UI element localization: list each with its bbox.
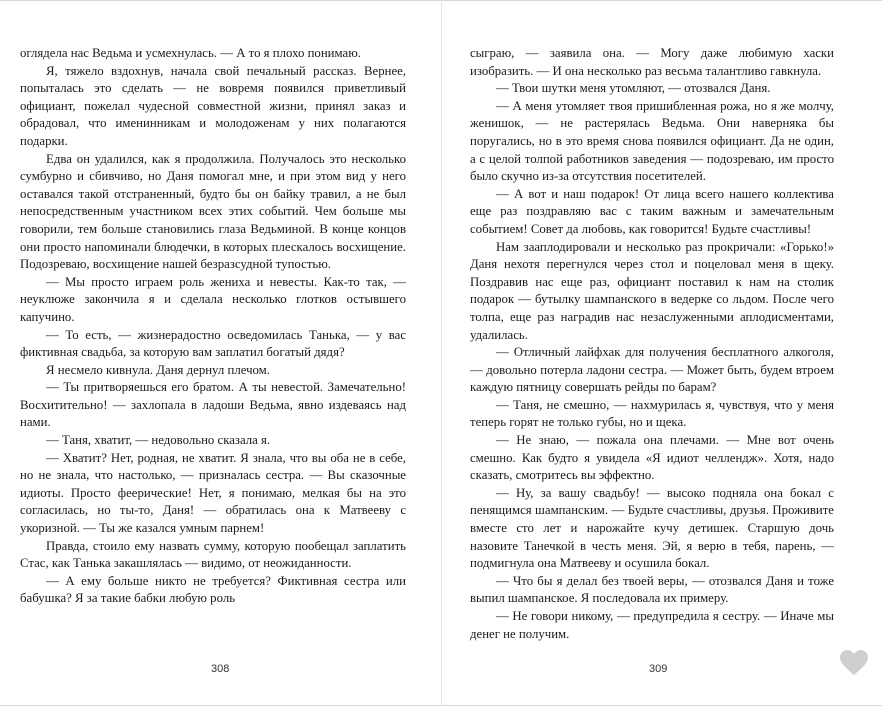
paragraph: Я, тяжело вздохнув, начала свой печальный рассказ. Вернее, попыталась это сделать — не вовремя появился приветливый официант, пожелал чудесной совместной жизни, принял заказ и обрадовал, что именинникам и молодоженам у них полагаются подарки. (20, 63, 406, 148)
paragraph: Нам зааплодировали и несколько раз прокричали: «Горько!» Даня нехотя перегнулся через стол и поцеловал меня в щеку. Поздравив нас еще раз, официант поставил к нам на столик подарок — бутылку шампанского в ведерке со льдом. После чего толпа, еще раз наградив нас незаслуженными аплодисментами, удалилась. (470, 239, 834, 342)
book-spine (441, 0, 442, 706)
paragraph: — Твои шутки меня утомляют, — отозвался Даня. (496, 81, 771, 96)
paragraph: Правда, стоило ему назвать сумму, которую пообещал заплатить Стас, как Танька закашлялась — видимо, от неожиданности. (20, 538, 406, 571)
page-number-right: 309 (649, 663, 668, 675)
heart-icon[interactable] (840, 650, 868, 676)
left-page-text (20, 45, 406, 608)
paragraph: Я несмело кивнула. Даня дернул плечом. (46, 362, 270, 377)
paragraph: — Что бы я делал без твоей веры, — отозвался Даня и тоже выпил шампанское. Я последовала их примеру. (470, 573, 834, 606)
paragraph: — Таня, хватит, — недовольно сказала я. (46, 433, 271, 448)
paragraph: — Ты притворяешься его братом. А ты невестой. Замечательно! Восхитительно! — захлопала в ладоши Ведьма, явно издеваясь над нами. (20, 380, 406, 430)
right-page-text (470, 45, 834, 643)
paragraph: — А меня утомляет твоя пришибленная рожа, но я же молчу, женишок, — не растерялась Ведьма. Они наверняка бы поругались, но в это время снова появился официант. Да не один, а с целой толпой работников заведения — подозреваю, им просто было скучно из-за отсутствия посетителей. (470, 98, 834, 184)
paragraph: — Хватит? Нет, родная, не хватит. Я знала, что вы оба не в себе, но не знала, что настолько, — призналась сестра. — Вы сказочные идиоты. Просто феерические! Нет, я понимаю, мелкая бы на это согласилась, но ты-то, Даня! — обратилась она к Матвееву с укоризной. — Ты же казался умным парнем! (20, 450, 406, 536)
paragraph: — Мы просто играем роль жениха и невесты. Как-то так, — неуклюже закончила я и сделала несколько глотков остывшего капучино. (20, 274, 406, 324)
paragraph: — А вот и наш подарок! От лица всего нашего коллектива еще раз поздравляю вас с таким важным и замечательным событием! Совет да любовь, как говорится! Будьте счастливы! (470, 186, 834, 236)
paragraph: — Не говори никому, — предупредила я сестру. — Иначе мы денег не получим. (470, 609, 834, 641)
paragraph: — Таня, не смешно, — нахмурилась я, чувствуя, что у меня теперь горят не только губы, но и щека. (470, 397, 834, 430)
paragraph: — Не знаю, — пожала она плечами. — Мне вот очень смешно. Как будто я увидела «Я идиот челлендж». Хотя, надо сказать, смотритесь вы эффектно. (470, 433, 834, 483)
paragraph: — Ну, за вашу свадьбу! — высоко подняла она бокал с пенящимся шампанским. — Будьте счастливы, друзья. Проживите вместе сто лет и нарожайте кучу детишек. Старшую дочь назовите Танечкой в честь меня. Эй, я верю в тебя, парень, — подмигнула она Матвееву и осушила бокал. (470, 485, 834, 571)
paragraph: — То есть, — жизнерадостно осведомилась Танька, — у вас фиктивная свадьба, за которую вам заплатил богатый дядя? (20, 327, 406, 360)
paragraph: оглядела нас Ведьма и усмехнулась. — А то я плохо понимаю. (20, 46, 361, 60)
paragraph: — А ему больше никто не требуется? Фиктивная сестра или бабушка? Я за такие бабки любую роль (20, 573, 406, 606)
paragraph: сыграю, — заявила она. — Могу даже любимую хаски изобразить. — И она несколько раз весьма талантливо гавкнула. (470, 46, 834, 78)
paragraph: Едва он удалился, как я продолжила. Получалось это несколько сумбурно и сбивчиво, но Даня помогал мне, и при этом вид у него оставался такой отстраненный, будто бы он байку травил, а не был непосредственным участником всех этих событий. Чем больше мы говорили, тем больше становились глаза Ведьминой. В конце концов они просто напоминали блюдечки, в которых плескалось восхищение. Подозреваю, восхищение нашей безразсудной тупостью. (20, 151, 406, 272)
paragraph: — Отличный лайфхак для получения бесплатного алкоголя, — довольно потерла ладони сестра. — Может быть, будем втроем каждую пятницу совершать рейды по барам? (470, 345, 834, 395)
page-number-left: 308 (211, 663, 230, 675)
